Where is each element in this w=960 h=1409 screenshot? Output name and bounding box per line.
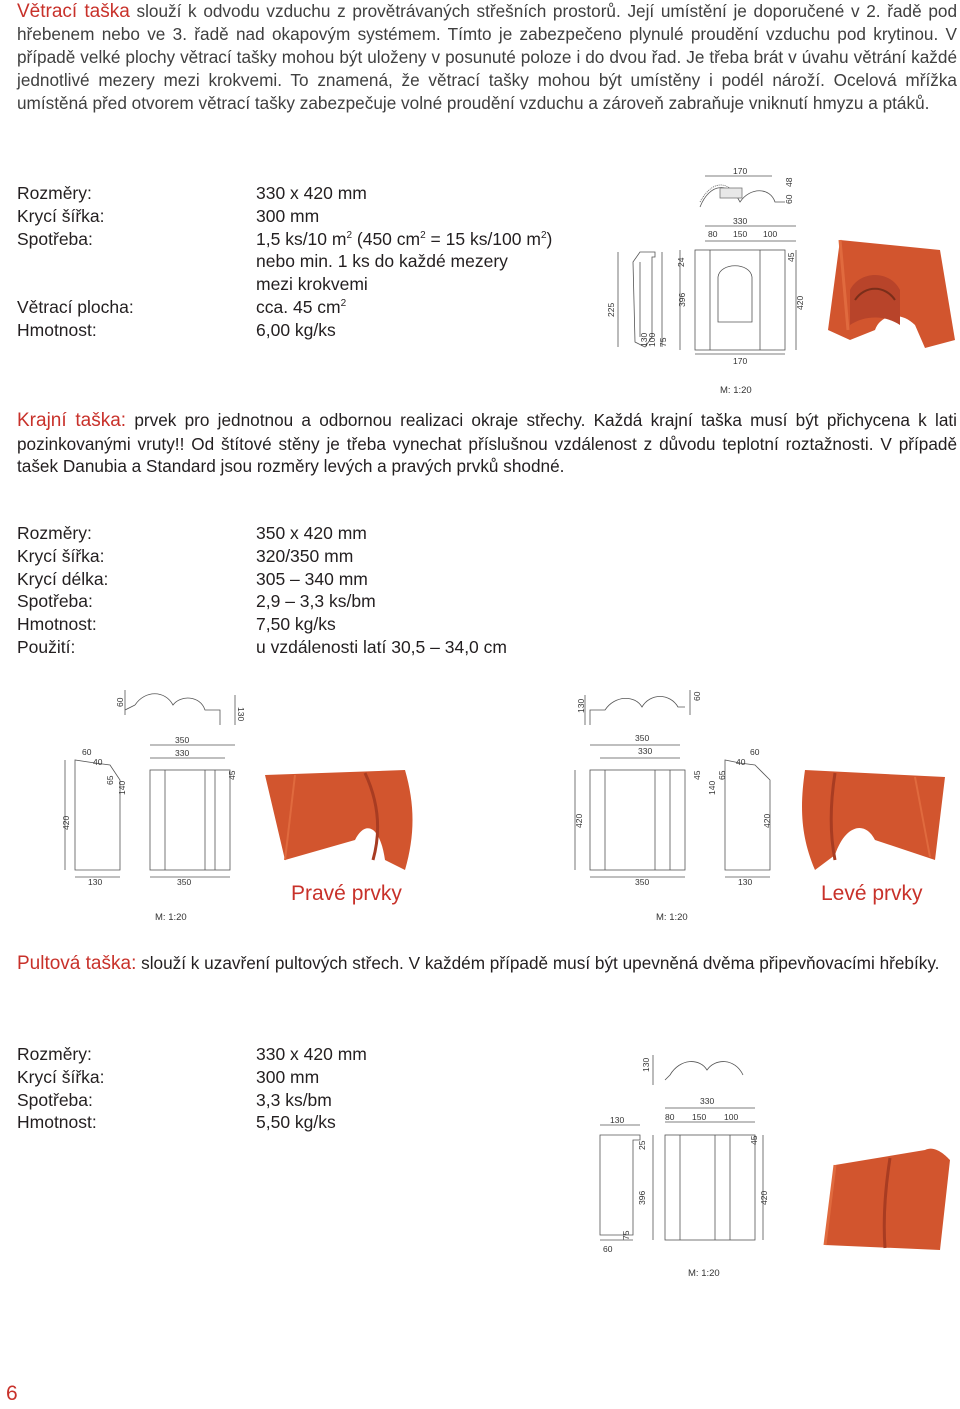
dim-label: 60 bbox=[603, 1244, 613, 1254]
dim-label: 130 bbox=[88, 877, 103, 887]
dim-label: 80 bbox=[708, 229, 718, 239]
spec-label: Rozměry: bbox=[17, 183, 92, 203]
dim-label: 350 bbox=[177, 877, 192, 887]
spec-label: Krycí šířka: bbox=[17, 545, 105, 566]
dim-label: 130 bbox=[610, 1115, 625, 1125]
scale-label: M: 1:20 bbox=[656, 912, 688, 923]
dim-label: 140 bbox=[117, 780, 127, 795]
dim-label: 25 bbox=[637, 1140, 647, 1150]
dim-label: 65 bbox=[105, 775, 115, 785]
dim-label: 130 bbox=[576, 698, 586, 713]
monopitch-tile-keyword: Pultová taška: bbox=[17, 953, 137, 974]
scale-label: M: 1:20 bbox=[688, 1268, 720, 1279]
spec-value: 300 mm bbox=[256, 1066, 320, 1087]
spec-label: Krycí délka: bbox=[17, 568, 109, 589]
dim-label: 140 bbox=[707, 780, 717, 795]
dim-label: 170 bbox=[733, 356, 748, 366]
dim-label: 420 bbox=[574, 813, 584, 828]
spec-value: 3,3 ks/bm bbox=[256, 1089, 332, 1110]
spec-label: Krycí šířka: bbox=[17, 1066, 105, 1087]
intro-text: slouží k odvodu vzduchu z provětrávaných střešních prostorů. Její umístění je doporučené v 2. řadě pod hřebenem nebo ve 3. řadě nad okapovým systémem. Tímto je zabezpečeno plynulé proudění vzduchu pod krytinou. V případě velké plochy větrací tašky mohou být uloženy v posunuté poloze i do dvou řad. Je třeba brát v úvahu větrání každé jednotlivé mezery mezi krokvemi. To znamená, že větrací tašky mohou být umístěny i podél nároží. Ocelová mřížka umístěná před otvorem větrací tašky zabezpečuje volné proudění vzduchu a zároveň zabraňuje vniknutí hmyzu a ptáků. bbox=[17, 1, 958, 113]
dim-label: 130 bbox=[738, 877, 753, 887]
dim-label: 45 bbox=[227, 770, 237, 780]
spec-value: 1,5 ks/10 $m^2$ (450 $cm^2 = 15$ ks/100 $m^2$) bbox=[256, 228, 553, 249]
spec-label: Hmotnost: bbox=[17, 319, 97, 340]
dim-label: 45 bbox=[749, 1135, 759, 1145]
spec-value: nebo min. 1 ks do každé mezery bbox=[256, 251, 508, 272]
dim-label: 350 bbox=[175, 735, 190, 745]
monopitch-tile-text: slouží k uzavření pultových střech. V každém případě musí být upevněná dvěma připevňovacími hřebíky. bbox=[136, 953, 940, 973]
spec-value: cca. 45 $cm^2$ bbox=[256, 296, 347, 317]
dim-label: 60 bbox=[82, 747, 92, 757]
spec-value: 305 – 340 mm bbox=[256, 568, 368, 589]
dim-label: 225 bbox=[606, 302, 616, 317]
spec-value: 330 x 420 mm bbox=[256, 183, 367, 203]
dim-label: 330 bbox=[700, 1096, 715, 1106]
monopitch-tile-photo bbox=[815, 1140, 955, 1255]
spec-label: Použití: bbox=[17, 636, 76, 657]
intro-keyword: Větrací taška bbox=[17, 1, 130, 22]
dim-label: 330 bbox=[733, 216, 748, 226]
dim-label: 130 bbox=[639, 332, 649, 347]
dim-label: 396 bbox=[637, 1190, 647, 1205]
dim-label: 420 bbox=[61, 815, 71, 830]
spec-label: Rozměry: bbox=[17, 1044, 92, 1064]
spec-label: Krycí šířka: bbox=[17, 205, 105, 226]
dim-label: 24 bbox=[676, 257, 686, 267]
dim-label: 45 bbox=[786, 252, 796, 262]
spec-value: 2,9 – 3,3 ks/bm bbox=[256, 591, 376, 612]
dim-label: 100 bbox=[724, 1112, 739, 1122]
dim-label: 60 bbox=[784, 194, 794, 204]
dim-label: 40 bbox=[93, 757, 103, 767]
dim-label: 60 bbox=[750, 747, 760, 757]
spec-label: Spotřeba: bbox=[17, 228, 93, 249]
dim-label: 170 bbox=[733, 166, 748, 176]
spec-value: u vzdálenosti latí 30,5 – 34,0 cm bbox=[256, 636, 507, 657]
spec-value: mezi krokvemi bbox=[256, 274, 368, 295]
right-elements-label: Pravé prvky bbox=[291, 882, 402, 905]
dim-label: 40 bbox=[736, 757, 746, 767]
dim-label: 60 bbox=[692, 691, 702, 701]
dim-label: 150 bbox=[733, 229, 748, 239]
dim-label: 45 bbox=[692, 770, 702, 780]
spec-label: Rozměry: bbox=[17, 523, 92, 543]
spec-value: 330 x 420 mm bbox=[256, 1044, 367, 1064]
monopitch-tile-drawing bbox=[595, 1050, 805, 1260]
dim-label: 150 bbox=[692, 1112, 707, 1122]
spec-label: Hmotnost: bbox=[17, 1112, 97, 1133]
spec-value: 350 x 420 mm bbox=[256, 523, 367, 543]
vent-tile-photo bbox=[820, 230, 958, 360]
dim-label: 420 bbox=[795, 295, 805, 310]
dim-label: 75 bbox=[621, 1230, 631, 1240]
dim-label: 60 bbox=[115, 697, 125, 707]
scale-label: M: 1:20 bbox=[155, 912, 187, 923]
spec-label: Spotřeba: bbox=[17, 591, 93, 612]
scale-label: M: 1:20 bbox=[720, 385, 752, 396]
dim-label: 130 bbox=[641, 1057, 651, 1072]
dim-label: 100 bbox=[647, 332, 657, 347]
spec-value: 5,50 kg/ks bbox=[256, 1112, 336, 1133]
spec-value: 320/350 mm bbox=[256, 545, 354, 566]
dim-label: 330 bbox=[638, 746, 653, 756]
spec-label: Větrací plocha: bbox=[17, 296, 134, 317]
dim-label: 350 bbox=[635, 733, 650, 743]
edge-tile-text: prvek pro jednotnou a odbornou realizaci okraje střechy. Každá krajní taška musí být přichycena k lati pozinkovanými vruty!! Od štítové stěny je třeba vynechat příslušnou vzdálenost z důvodu teplotní roztažnosti. V případě tašek Danubia a Standard jsou rozměry levých a pravých prvků shodné. bbox=[17, 410, 957, 476]
spec-label: Hmotnost: bbox=[17, 614, 97, 635]
left-elements-label: Levé prvky bbox=[821, 882, 923, 905]
page-number: 6 bbox=[6, 1382, 18, 1405]
dim-label: 420 bbox=[762, 813, 772, 828]
dim-label: 100 bbox=[763, 229, 778, 239]
left-edge-tile-photo bbox=[790, 765, 955, 875]
spec-value: 7,50 kg/ks bbox=[256, 614, 336, 635]
right-edge-tile-drawing bbox=[55, 685, 255, 925]
dim-label: 396 bbox=[677, 292, 687, 307]
dim-label: 350 bbox=[635, 877, 650, 887]
monopitch-tile-paragraph bbox=[17, 952, 957, 976]
right-edge-tile-photo bbox=[255, 765, 425, 875]
edge-tile-paragraph bbox=[17, 409, 957, 478]
intro-paragraph bbox=[17, 0, 957, 115]
dim-label: 420 bbox=[759, 1190, 769, 1205]
dim-label: 330 bbox=[175, 748, 190, 758]
dim-label: 80 bbox=[665, 1112, 675, 1122]
spec-label: Spotřeba: bbox=[17, 1089, 93, 1110]
dim-label: 130 bbox=[236, 707, 246, 722]
left-edge-tile-drawing bbox=[560, 685, 780, 925]
vent-tile-drawing bbox=[600, 162, 810, 372]
spec-value: 6,00 kg/ks bbox=[256, 319, 336, 340]
edge-tile-keyword: Krajní taška: bbox=[17, 410, 127, 431]
dim-label: 48 bbox=[784, 177, 794, 187]
dim-label: 65 bbox=[717, 770, 727, 780]
spec-value: 300 mm bbox=[256, 205, 320, 226]
dim-label: 75 bbox=[658, 337, 668, 347]
